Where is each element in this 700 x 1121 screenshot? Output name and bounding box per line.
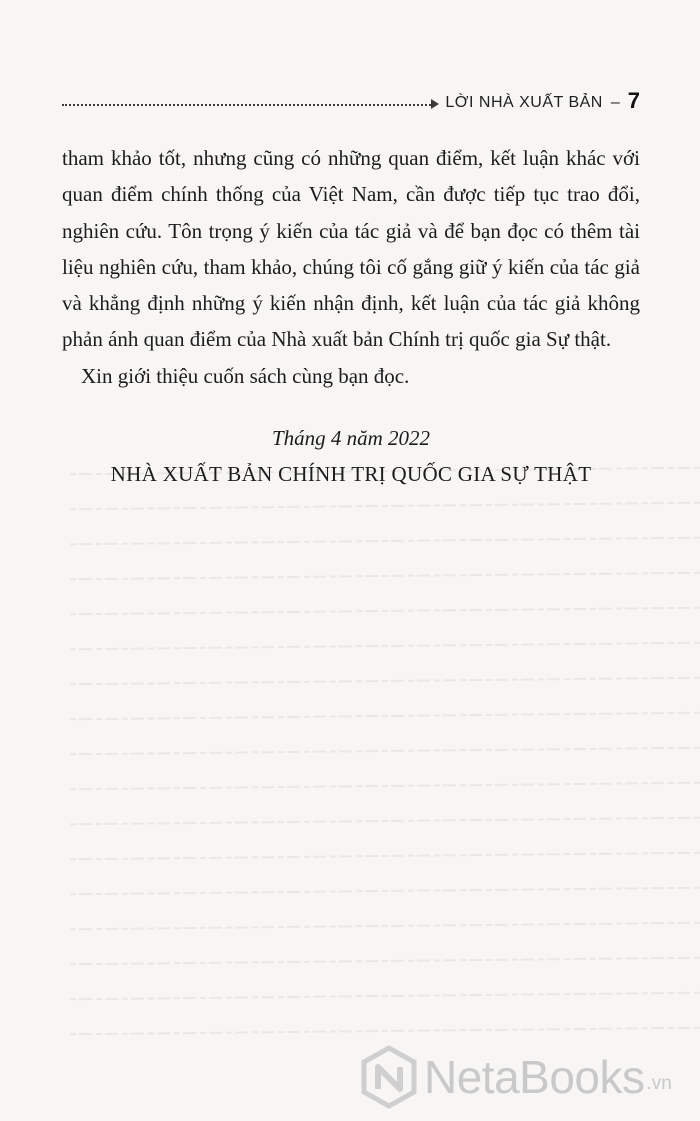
dotted-leader <box>62 104 431 106</box>
signature-block <box>62 420 640 492</box>
header-dash: – <box>610 94 620 111</box>
page-number: 7 <box>627 88 640 113</box>
netabooks-logo-icon <box>360 1045 418 1109</box>
signature-date: Tháng 4 năm 2022 <box>271 426 431 450</box>
section-title: LỜI NHÀ XUẤT BẢN <box>445 94 603 111</box>
paragraph: tham khảo tốt, nhưng cũng có những quan điểm, kết luận khác với quan điểm chính thống của Việt Nam, cần được tiếp tục trao đổi, nghiên cứu. Tôn trọng ý kiến của tác giả và để bạn đọc có thêm tài liệu nghiên cứu, tham khảo, chúng tôi cố gắng giữ ý kiến của tác giả và khẳng định những ý kiến nhận định, kết luận của tác giả không phản ánh quan điểm của Nhà xuất bản Chính trị quốc gia Sự thật. <box>62 146 640 352</box>
body-text <box>62 140 640 394</box>
watermark <box>360 1042 672 1112</box>
watermark-brand: NetaBooks <box>424 1051 645 1103</box>
arrow-icon <box>431 99 439 109</box>
running-header <box>62 86 640 112</box>
paragraph: Xin giới thiệu cuốn sách cùng bạn đọc. <box>81 363 410 388</box>
watermark-suffix: .vn <box>646 1073 672 1094</box>
reverse-page-bleed-through <box>70 470 700 1070</box>
publisher-name: NHÀ XUẤT BẢN CHÍNH TRỊ QUỐC GIA SỰ THẬT <box>110 462 592 486</box>
